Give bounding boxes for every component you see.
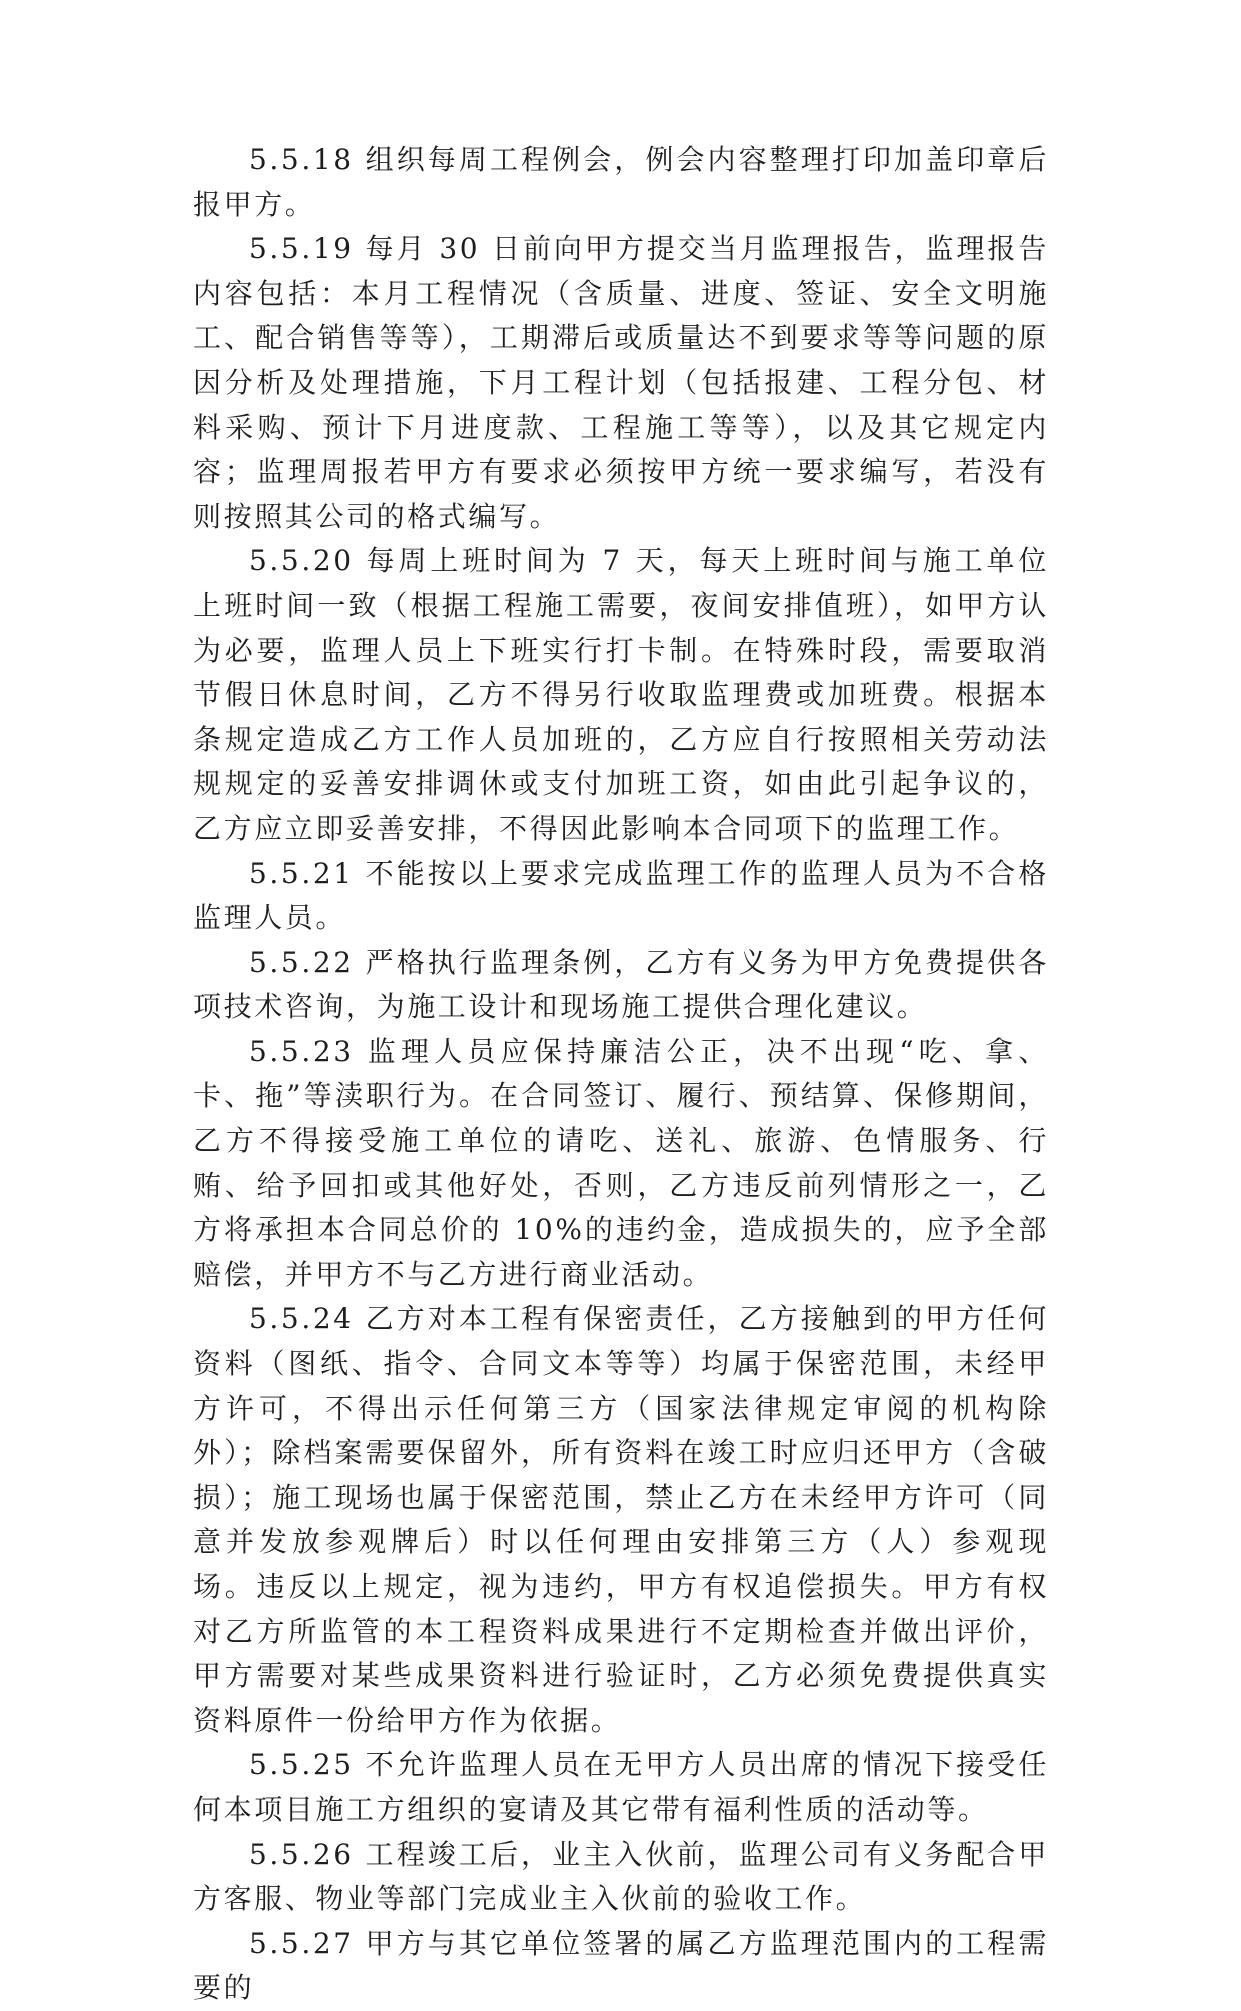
clause-5-5-23: 5.5.23 监理人员应保持廉洁公正，决不出现“吃、拿、卡、拖”等渎职行为。在合同签订、履行、预结算、保修期间，乙方不得接受施工单位的请吃、送礼、旅游、色情服务、行贿、给予回扣或其他好处，否则，乙方违反前列情形之一，乙方将承担本合同总价的 10%的违约金，造成损失的，应予全部赔偿，并甲方不与乙方进行商业活动。 bbox=[193, 1034, 1049, 1291]
clause-5-5-24: 5.5.24 乙方对本工程有保密责任，乙方接触到的甲方任何资料（图纸、指令、合同文本等等）均属于保密范围，未经甲方许可，不得出示任何第三方（国家法律规定审阅的机构除外）；除档案需要保留外，所有资料在竣工时应归还甲方（含破损）；施工现场也属于保密范围，禁止乙方在未经甲方许可（同意并发放参观牌后）时以任何理由安排第三方（人）参观现场。违反以上规定，视为违约，甲方有权追偿损失。甲方有权对乙方所监管的本工程资料成果进行不定期检查并做出评价，甲方需要对某些成果资料进行验证时，乙方必须免费提供真实资料原件一份给甲方作为依据。 bbox=[193, 1302, 1049, 1737]
clause-5-5-19: 5.5.19 每月 30 日前向甲方提交当月监理报告，监理报告内容包括：本月工程情况（含质量、进度、签证、安全文明施工、配合销售等等），工期滞后或质量达不到要求等等问题的原因分析及处理措施，下月工程计划（包括报建、工程分包、材料采购、预计下月进度款、工程施工等等），以及其它规定内容；监理周报若甲方有要求必须按甲方统一要求编写，若没有则按照其公司的格式编写。 bbox=[193, 232, 1049, 533]
clause-5-5-20: 5.5.20 每周上班时间为 7 天，每天上班时间与施工单位上班时间一致（根据工程施工需要，夜间安排值班），如甲方认为必要，监理人员上下班实行打卡制。在特殊时段，需要取消节假日休息时间，乙方不得另行收取监理费或加班费。根据本条规定造成乙方工作人员加班的，乙方应自行按照相关劳动法规规定的妥善安排调休或支付加班工资，如由此引起争议的，乙方应立即妥善安排，不得因此影响本合同项下的监理工作。 bbox=[193, 544, 1049, 845]
clause-5-5-26: 5.5.26 工程竣工后，业主入伙前，监理公司有义务配合甲方客服、物业等部门完成业主入伙前的验收工作。 bbox=[193, 1837, 1049, 1916]
clause-5-5-18: 5.5.18 组织每周工程例会，例会内容整理打印加盖印章后报甲方。 bbox=[193, 143, 1049, 221]
clause-5-5-25: 5.5.25 不允许监理人员在无甲方人员出席的情况下接受任何本项目施工方组织的宴请及其它带有福利性质的活动等。 bbox=[193, 1748, 1049, 1826]
clause-5-5-21: 5.5.21 不能按以上要求完成监理工作的监理人员为不合格监理人员。 bbox=[193, 856, 1049, 935]
clause-5-5-22: 5.5.22 严格执行监理条例，乙方有义务为甲方免费提供各项技术咨询，为施工设计和现场施工提供合理化建议。 bbox=[193, 945, 1049, 1024]
document-page bbox=[193, 138, 1049, 2011]
clause-5-5-27: 5.5.27 甲方与其它单位签署的属乙方监理范围内的工程需要的 bbox=[193, 1926, 1049, 2005]
